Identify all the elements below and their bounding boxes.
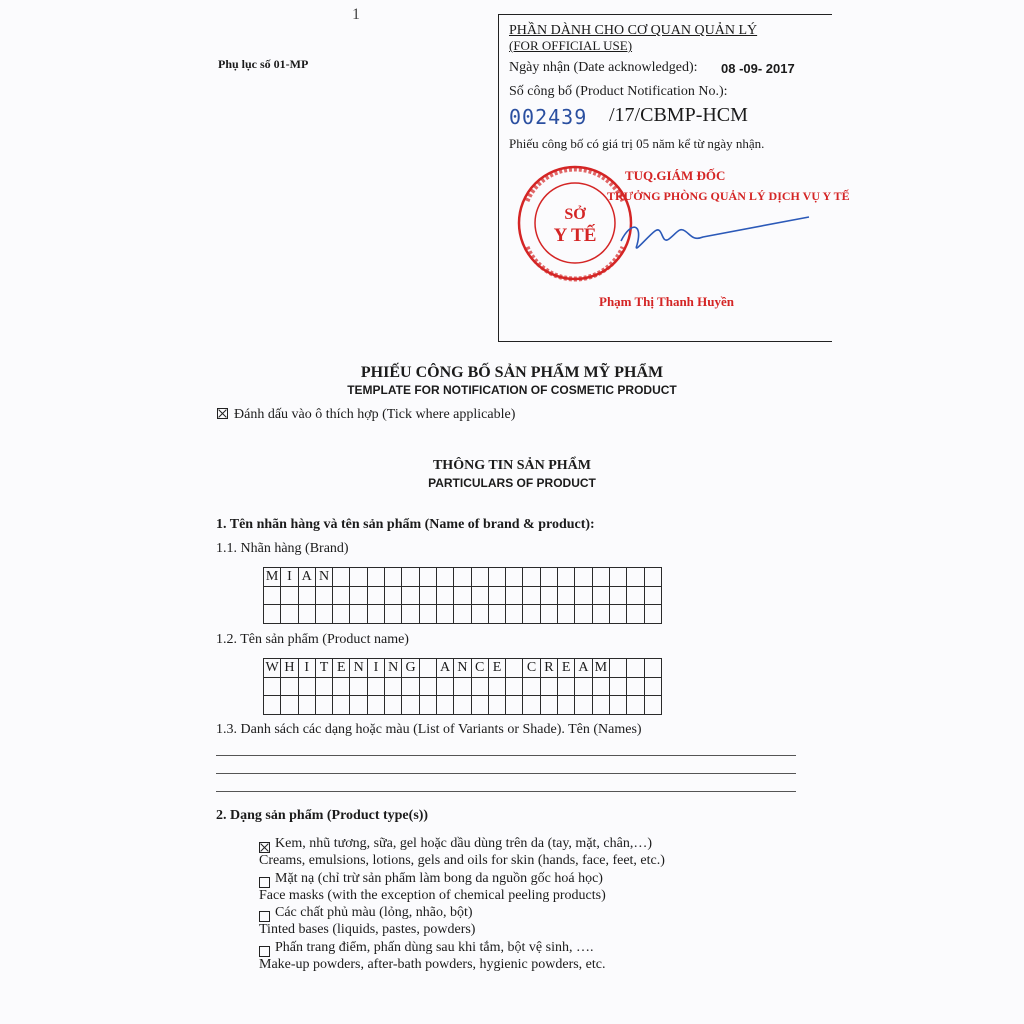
letter-cell[interactable] — [627, 605, 644, 624]
letter-cell[interactable] — [471, 605, 488, 624]
letter-cell[interactable] — [488, 605, 505, 624]
letter-cell[interactable]: T — [315, 659, 332, 678]
letter-cell[interactable] — [264, 696, 281, 715]
letter-cell[interactable] — [627, 568, 644, 587]
letter-cell[interactable] — [350, 605, 367, 624]
letter-cell[interactable] — [298, 696, 315, 715]
letter-cell[interactable] — [436, 605, 453, 624]
signature-title-2: TRƯỞNG PHÒNG QUẢN LÝ DỊCH VỤ Y TẾ — [607, 189, 850, 203]
letter-cell[interactable] — [367, 605, 384, 624]
letter-cell[interactable] — [488, 677, 505, 696]
letter-cell[interactable] — [367, 696, 384, 715]
stamp-line-1: SỞ — [564, 206, 586, 223]
letter-cell[interactable] — [627, 696, 644, 715]
letter-cell[interactable] — [454, 605, 471, 624]
letter-cell[interactable] — [367, 586, 384, 605]
letter-cell[interactable] — [367, 568, 384, 587]
letter-cell[interactable] — [298, 605, 315, 624]
brand-label: 1.1. Nhãn hàng (Brand) — [216, 541, 349, 556]
letter-cell[interactable] — [385, 568, 402, 587]
letter-cell[interactable] — [523, 586, 540, 605]
letter-cell[interactable] — [506, 696, 523, 715]
letter-cell[interactable] — [281, 696, 298, 715]
product-type-label-en: Make-up powders, after-bath powders, hygienic powders, etc. — [259, 957, 606, 972]
letter-cell[interactable] — [506, 659, 523, 678]
tick-note-text: Đánh dấu vào ô thích hợp (Tick where applicable) — [234, 407, 516, 422]
letter-cell[interactable]: I — [281, 568, 298, 587]
letter-cell[interactable] — [350, 586, 367, 605]
letter-cell[interactable] — [575, 568, 592, 587]
letter-cell[interactable] — [506, 605, 523, 624]
section-subtitle: PARTICULARS OF PRODUCT — [428, 476, 596, 490]
question-1-heading: 1. Tên nhãn hàng và tên sản phẩm (Name of brand & product): — [216, 517, 595, 532]
letter-cell[interactable] — [558, 696, 575, 715]
brand-letter-grid[interactable] — [263, 567, 662, 624]
letter-cell[interactable] — [558, 605, 575, 624]
letter-cell[interactable] — [644, 605, 661, 624]
product-type-checkbox-creams[interactable] — [259, 842, 270, 853]
letter-cell[interactable] — [592, 677, 609, 696]
letter-cell[interactable] — [436, 586, 453, 605]
letter-cell[interactable]: M — [264, 568, 281, 587]
letter-cell[interactable] — [419, 568, 436, 587]
letter-cell[interactable] — [540, 568, 557, 587]
letter-cell[interactable] — [592, 696, 609, 715]
letter-cell[interactable] — [350, 677, 367, 696]
letter-cell[interactable]: C — [523, 659, 540, 678]
letter-cell[interactable] — [644, 696, 661, 715]
letter-cell[interactable] — [575, 677, 592, 696]
letter-grid-row — [264, 605, 662, 624]
product-name-label: 1.2. Tên sản phẩm (Product name) — [216, 632, 409, 647]
letter-cell[interactable] — [644, 568, 661, 587]
notification-number: 002439 — [509, 105, 588, 129]
letter-cell[interactable]: N — [315, 568, 332, 587]
stamp-line-2: Y TẾ — [553, 225, 597, 246]
letter-cell[interactable]: N — [385, 659, 402, 678]
letter-cell[interactable]: N — [454, 659, 471, 678]
tick-example-checkbox-icon — [217, 408, 228, 419]
letter-cell[interactable] — [315, 677, 332, 696]
letter-cell[interactable] — [627, 586, 644, 605]
letter-cell[interactable] — [350, 696, 367, 715]
letter-cell[interactable] — [506, 677, 523, 696]
letter-cell[interactable] — [523, 605, 540, 624]
validity-note: Phiếu công bố có giá trị 05 năm kể từ ngày nhận. — [509, 136, 765, 151]
letter-cell[interactable] — [264, 677, 281, 696]
letter-cell[interactable] — [488, 696, 505, 715]
letter-cell[interactable] — [558, 586, 575, 605]
letter-cell[interactable] — [644, 677, 661, 696]
letter-cell[interactable]: A — [575, 659, 592, 678]
letter-cell[interactable] — [523, 696, 540, 715]
letter-cell[interactable] — [454, 696, 471, 715]
product-name-letter-grid[interactable] — [263, 658, 662, 715]
form-title: PHIẾU CÔNG BỐ SẢN PHẨM MỸ PHẨM — [360, 364, 664, 381]
letter-grid-row — [264, 677, 662, 696]
letter-cell[interactable]: E — [333, 659, 350, 678]
letter-cell[interactable] — [454, 568, 471, 587]
letter-cell[interactable] — [609, 568, 626, 587]
letter-cell[interactable] — [471, 568, 488, 587]
letter-cell[interactable] — [609, 605, 626, 624]
letter-cell[interactable] — [402, 677, 419, 696]
letter-cell[interactable] — [350, 568, 367, 587]
letter-cell[interactable]: N — [350, 659, 367, 678]
letter-cell[interactable] — [575, 696, 592, 715]
letter-cell[interactable] — [315, 696, 332, 715]
letter-cell[interactable] — [592, 568, 609, 587]
letter-cell[interactable] — [333, 568, 350, 587]
letter-cell[interactable] — [333, 586, 350, 605]
letter-cell[interactable] — [385, 677, 402, 696]
letter-cell[interactable] — [281, 605, 298, 624]
letter-cell[interactable] — [454, 586, 471, 605]
letter-grid-row — [264, 696, 662, 715]
letter-cell[interactable] — [558, 568, 575, 587]
letter-cell[interactable] — [281, 677, 298, 696]
product-type-label-en: Face masks (with the exception of chemical peeling products) — [259, 888, 606, 903]
letter-cell[interactable] — [264, 605, 281, 624]
letter-cell[interactable]: I — [298, 659, 315, 678]
product-type-checkbox-make-up-powders[interactable] — [259, 946, 270, 957]
letter-cell[interactable]: I — [367, 659, 384, 678]
letter-cell[interactable] — [471, 586, 488, 605]
product-type-label-vi: Phấn trang điểm, phấn dùng sau khi tắm, bột vệ sinh, …. — [275, 940, 594, 955]
letter-cell[interactable] — [558, 677, 575, 696]
letter-cell[interactable] — [609, 696, 626, 715]
letter-cell[interactable] — [627, 659, 644, 678]
letter-cell[interactable] — [644, 586, 661, 605]
appendix-label: Phụ lục số 01-MP — [218, 57, 309, 71]
letter-cell[interactable]: C — [471, 659, 488, 678]
letter-cell[interactable] — [333, 696, 350, 715]
letter-cell[interactable]: W — [264, 659, 281, 678]
letter-cell[interactable]: R — [540, 659, 557, 678]
letter-cell[interactable]: G — [402, 659, 419, 678]
product-type-label-vi: Mặt nạ (chỉ trừ sản phẩm làm bong da nguồn gốc hoá học) — [275, 871, 603, 886]
letter-cell[interactable] — [281, 586, 298, 605]
letter-cell[interactable] — [575, 586, 592, 605]
letter-cell[interactable] — [592, 586, 609, 605]
product-type-checkbox-tinted-bases[interactable] — [259, 911, 270, 922]
official-box-subtitle: (FOR OFFICIAL USE) — [509, 38, 633, 53]
official-use-box — [498, 14, 850, 342]
letter-cell[interactable] — [488, 568, 505, 587]
variants-fill-line[interactable] — [216, 773, 796, 774]
letter-cell[interactable] — [540, 605, 557, 624]
page-mark: 1 — [352, 6, 360, 23]
variants-fill-line[interactable] — [216, 755, 796, 756]
product-type-label-en: Tinted bases (liquids, pastes, powders) — [259, 922, 476, 937]
product-type-label-en: Creams, emulsions, lotions, gels and oils for skin (hands, face, feet, etc.) — [259, 853, 665, 868]
letter-cell[interactable] — [506, 586, 523, 605]
letter-cell[interactable] — [644, 659, 661, 678]
letter-cell[interactable] — [402, 586, 419, 605]
letter-cell[interactable] — [488, 586, 505, 605]
letter-cell[interactable] — [367, 677, 384, 696]
letter-cell[interactable]: H — [281, 659, 298, 678]
letter-cell[interactable] — [471, 677, 488, 696]
letter-cell[interactable] — [419, 677, 436, 696]
letter-cell[interactable] — [436, 696, 453, 715]
official-box-title: PHẦN DÀNH CHO CƠ QUAN QUẢN LÝ — [509, 23, 758, 38]
letter-cell[interactable] — [436, 568, 453, 587]
letter-cell[interactable] — [333, 677, 350, 696]
letter-cell[interactable] — [264, 586, 281, 605]
letter-cell[interactable] — [609, 677, 626, 696]
date-acknowledged-label: Ngày nhận (Date acknowledged): — [509, 60, 698, 75]
tick-note — [217, 407, 515, 423]
letter-cell[interactable] — [298, 677, 315, 696]
letter-grid-row — [264, 586, 662, 605]
letter-cell[interactable] — [436, 677, 453, 696]
letter-cell[interactable] — [298, 586, 315, 605]
date-acknowledged-value: 08 -09- 2017 — [721, 61, 795, 76]
letter-cell[interactable] — [627, 677, 644, 696]
letter-cell[interactable] — [402, 696, 419, 715]
letter-cell[interactable] — [419, 586, 436, 605]
question-2-heading: 2. Dạng sản phẩm (Product type(s)) — [216, 808, 429, 823]
letter-cell[interactable]: E — [558, 659, 575, 678]
letter-cell[interactable] — [315, 586, 332, 605]
letter-cell[interactable] — [575, 605, 592, 624]
letter-cell[interactable] — [523, 568, 540, 587]
letter-cell[interactable] — [419, 696, 436, 715]
variants-label: 1.3. Danh sách các dạng hoặc màu (List of Variants or Shade). Tên (Names) — [216, 722, 642, 737]
letter-cell[interactable] — [419, 659, 436, 678]
letter-cell[interactable] — [454, 677, 471, 696]
letter-cell[interactable] — [402, 605, 419, 624]
notification-suffix: /17/CBMP-HCM — [609, 104, 748, 126]
product-type-label-vi: Các chất phủ màu (lỏng, nhão, bột) — [275, 905, 473, 920]
letter-cell[interactable] — [419, 605, 436, 624]
letter-cell[interactable] — [523, 677, 540, 696]
product-type-label-vi: Kem, nhũ tương, sữa, gel hoặc dầu dùng trên da (tay, mặt, chân,…) — [275, 836, 653, 851]
letter-cell[interactable] — [315, 605, 332, 624]
letter-cell[interactable] — [402, 568, 419, 587]
product-type-checkbox-face-masks[interactable] — [259, 877, 270, 888]
notification-number-label: Số công bố (Product Notification No.): — [509, 84, 728, 99]
letter-cell[interactable]: M — [592, 659, 609, 678]
letter-cell[interactable] — [540, 696, 557, 715]
section-title: THÔNG TIN SẢN PHẨM — [432, 458, 592, 473]
signer-name: Phạm Thị Thanh Huyền — [599, 294, 734, 309]
letter-grid-row — [264, 659, 662, 678]
signature-title-1: TUQ.GIÁM ĐỐC — [625, 168, 726, 183]
letter-cell[interactable]: A — [298, 568, 315, 587]
variants-fill-line[interactable] — [216, 791, 796, 792]
form-subtitle: TEMPLATE FOR NOTIFICATION OF COSMETIC PRODUCT — [347, 383, 677, 397]
letter-cell[interactable] — [540, 677, 557, 696]
letter-cell[interactable] — [471, 696, 488, 715]
letter-cell[interactable] — [385, 605, 402, 624]
letter-cell[interactable] — [385, 696, 402, 715]
letter-cell[interactable] — [609, 659, 626, 678]
letter-cell[interactable] — [540, 586, 557, 605]
letter-cell[interactable] — [592, 605, 609, 624]
letter-cell[interactable] — [385, 586, 402, 605]
letter-cell[interactable] — [609, 586, 626, 605]
letter-cell[interactable]: E — [488, 659, 505, 678]
letter-cell[interactable] — [506, 568, 523, 587]
letter-grid-row — [264, 568, 662, 587]
letter-cell[interactable]: A — [436, 659, 453, 678]
letter-cell[interactable] — [333, 605, 350, 624]
